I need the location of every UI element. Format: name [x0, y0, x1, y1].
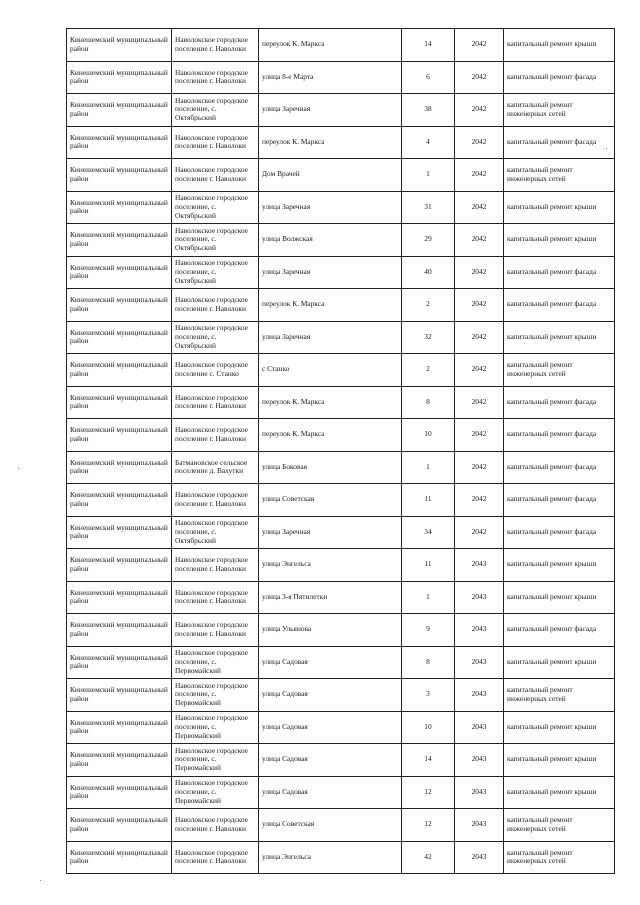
work-type-cell: капитальный ремонт фасада: [504, 419, 615, 452]
street-cell: переулок К. Маркса: [259, 289, 402, 322]
table-row: [67, 29, 615, 62]
house-number-cell: 1: [402, 451, 455, 484]
street-cell: улица Заречная: [259, 94, 402, 127]
house-number-cell: 2: [402, 354, 455, 387]
district-cell: Кинешемский муниципальный район: [67, 744, 172, 777]
work-type-cell: капитальный ремонт крыши: [504, 321, 615, 354]
table-row: [67, 386, 615, 419]
work-type-cell: капитальный ремонт крыши: [504, 776, 615, 809]
district-cell: Кинешемский муниципальный район: [67, 386, 172, 419]
table-row: [67, 484, 615, 517]
house-number-cell: 9: [402, 614, 455, 647]
year-cell: 2043: [455, 776, 504, 809]
house-number-cell: 29: [402, 224, 455, 257]
table-row: [67, 321, 615, 354]
street-cell: переулок К. Маркса: [259, 419, 402, 452]
settlement-cell: Наволокское городское поселение с. Станко: [172, 354, 259, 387]
street-cell: улица Заречная: [259, 321, 402, 354]
year-cell: 2042: [455, 29, 504, 62]
table-row: [67, 841, 615, 874]
district-cell: Кинешемский муниципальный район: [67, 224, 172, 257]
district-cell: Кинешемский муниципальный район: [67, 191, 172, 224]
street-cell: улица Советская: [259, 484, 402, 517]
year-cell: 2042: [455, 256, 504, 289]
settlement-cell: Наволокское городское поселение г. Наволоки: [172, 581, 259, 614]
work-type-cell: капитальный ремонт инженерных сетей: [504, 841, 615, 874]
work-type-cell: капитальный ремонт фасада: [504, 516, 615, 549]
settlement-cell: Наволокское городское поселение г. Наволоки: [172, 484, 259, 517]
settlement-cell: Наволокское городское поселение г. Наволоки: [172, 159, 259, 192]
work-type-cell: капитальный ремонт фасада: [504, 126, 615, 159]
district-cell: Кинешемский муниципальный район: [67, 29, 172, 62]
house-number-cell: 8: [402, 646, 455, 679]
district-cell: Кинешемский муниципальный район: [67, 451, 172, 484]
district-cell: Кинешемский муниципальный район: [67, 614, 172, 647]
settlement-cell: Наволокское городское поселение, с. Первомайский: [172, 776, 259, 809]
house-number-cell: 2: [402, 289, 455, 322]
house-number-cell: 34: [402, 516, 455, 549]
table-row: [67, 126, 615, 159]
table-row: [67, 711, 615, 744]
house-number-cell: 31: [402, 191, 455, 224]
district-cell: Кинешемский муниципальный район: [67, 354, 172, 387]
settlement-cell: Наволокское городское поселение г. Наволоки: [172, 841, 259, 874]
settlement-cell: Наволокское городское поселение, с. Октябрьский: [172, 321, 259, 354]
house-number-cell: 12: [402, 809, 455, 842]
table-row: [67, 289, 615, 322]
year-cell: 2042: [455, 61, 504, 94]
scan-speck: [606, 148, 607, 149]
street-cell: улица Боковая: [259, 451, 402, 484]
house-number-cell: 40: [402, 256, 455, 289]
district-cell: Кинешемский муниципальный район: [67, 711, 172, 744]
house-number-cell: 1: [402, 581, 455, 614]
year-cell: 2043: [455, 679, 504, 712]
district-cell: Кинешемский муниципальный район: [67, 516, 172, 549]
settlement-cell: Наволокское городское поселение, с. Октябрьский: [172, 191, 259, 224]
street-cell: улица Советская: [259, 809, 402, 842]
year-cell: 2043: [455, 646, 504, 679]
settlement-cell: Наволокское городское поселение г. Наволоки: [172, 289, 259, 322]
house-number-cell: 42: [402, 841, 455, 874]
street-cell: улица Энгельса: [259, 549, 402, 582]
street-cell: переулок К. Маркса: [259, 29, 402, 62]
work-type-cell: капитальный ремонт крыши: [504, 581, 615, 614]
work-type-cell: капитальный ремонт фасада: [504, 289, 615, 322]
house-number-cell: 11: [402, 484, 455, 517]
street-cell: улица Садовая: [259, 711, 402, 744]
street-cell: Дом Врачей: [259, 159, 402, 192]
district-cell: Кинешемский муниципальный район: [67, 61, 172, 94]
house-number-cell: 14: [402, 744, 455, 777]
street-cell: улица Волжская: [259, 224, 402, 257]
table-row: [67, 679, 615, 712]
settlement-cell: Наволокское городское поселение г. Наволоки: [172, 29, 259, 62]
table-row: [67, 451, 615, 484]
year-cell: 2043: [455, 614, 504, 647]
work-type-cell: капитальный ремонт крыши: [504, 224, 615, 257]
table-row: [67, 159, 615, 192]
work-type-cell: капитальный ремонт крыши: [504, 191, 615, 224]
settlement-cell: Наволокское городское поселение, с. Первомайский: [172, 744, 259, 777]
work-type-cell: капитальный ремонт инженерных сетей: [504, 94, 615, 127]
year-cell: 2043: [455, 841, 504, 874]
street-cell: с Станко: [259, 354, 402, 387]
year-cell: 2042: [455, 321, 504, 354]
table-row: [67, 809, 615, 842]
district-cell: Кинешемский муниципальный район: [67, 841, 172, 874]
year-cell: 2043: [455, 711, 504, 744]
year-cell: 2042: [455, 354, 504, 387]
work-type-cell: капитальный ремонт фасада: [504, 256, 615, 289]
scan-speck: [18, 468, 19, 469]
settlement-cell: Наволокское городское поселение, с. Первомайский: [172, 711, 259, 744]
year-cell: 2042: [455, 159, 504, 192]
settlement-cell: Наволокское городское поселение г. Наволоки: [172, 614, 259, 647]
year-cell: 2042: [455, 451, 504, 484]
work-type-cell: капитальный ремонт фасада: [504, 451, 615, 484]
street-cell: улица Заречная: [259, 516, 402, 549]
table-row: [67, 744, 615, 777]
work-type-cell: капитальный ремонт инженерных сетей: [504, 159, 615, 192]
year-cell: 2042: [455, 94, 504, 127]
work-type-cell: капитальный ремонт крыши: [504, 549, 615, 582]
district-cell: Кинешемский муниципальный район: [67, 159, 172, 192]
year-cell: 2042: [455, 516, 504, 549]
settlement-cell: Батмановское сельское поселение д. Вахутки: [172, 451, 259, 484]
settlement-cell: Наволокское городское поселение г. Наволоки: [172, 419, 259, 452]
district-cell: Кинешемский муниципальный район: [67, 646, 172, 679]
work-type-cell: капитальный ремонт инженерных сетей: [504, 679, 615, 712]
district-cell: Кинешемский муниципальный район: [67, 94, 172, 127]
district-cell: Кинешемский муниципальный район: [67, 126, 172, 159]
settlement-cell: Наволокское городское поселение г. Наволоки: [172, 386, 259, 419]
district-cell: Кинешемский муниципальный район: [67, 776, 172, 809]
district-cell: Кинешемский муниципальный район: [67, 419, 172, 452]
settlement-cell: Наволокское городское поселение, с. Октябрьский: [172, 224, 259, 257]
year-cell: 2042: [455, 224, 504, 257]
settlement-cell: Наволокское городское поселение г. Наволоки: [172, 809, 259, 842]
work-type-cell: капитальный ремонт инженерных сетей: [504, 354, 615, 387]
house-number-cell: 14: [402, 29, 455, 62]
year-cell: 2042: [455, 126, 504, 159]
year-cell: 2043: [455, 809, 504, 842]
table-row: [67, 94, 615, 127]
house-number-cell: 32: [402, 321, 455, 354]
street-cell: улица Заречная: [259, 256, 402, 289]
street-cell: улица Энгельса: [259, 841, 402, 874]
district-cell: Кинешемский муниципальный район: [67, 581, 172, 614]
house-number-cell: 12: [402, 776, 455, 809]
table-row: [67, 516, 615, 549]
year-cell: 2043: [455, 744, 504, 777]
house-number-cell: 38: [402, 94, 455, 127]
work-type-cell: капитальный ремонт фасада: [504, 61, 615, 94]
table-row: [67, 61, 615, 94]
street-cell: улица Заречная: [259, 191, 402, 224]
district-cell: Кинешемский муниципальный район: [67, 256, 172, 289]
district-cell: Кинешемский муниципальный район: [67, 549, 172, 582]
table-row: [67, 646, 615, 679]
street-cell: улица Садовая: [259, 646, 402, 679]
settlement-cell: Наволокское городское поселение г. Наволоки: [172, 126, 259, 159]
house-number-cell: 11: [402, 549, 455, 582]
table-row: [67, 224, 615, 257]
table-row: [67, 419, 615, 452]
repair-schedule-table: [66, 28, 615, 874]
house-number-cell: 10: [402, 419, 455, 452]
settlement-cell: Наволокское городское поселение, с. Октябрьский: [172, 256, 259, 289]
year-cell: 2042: [455, 484, 504, 517]
work-type-cell: капитальный ремонт крыши: [504, 646, 615, 679]
settlement-cell: Наволокское городское поселение г. Наволоки: [172, 61, 259, 94]
year-cell: 2042: [455, 386, 504, 419]
house-number-cell: 6: [402, 61, 455, 94]
street-cell: улица Садовая: [259, 679, 402, 712]
street-cell: переулок К. Маркса: [259, 126, 402, 159]
settlement-cell: Наволокское городское поселение, с. Октябрьский: [172, 94, 259, 127]
year-cell: 2043: [455, 549, 504, 582]
work-type-cell: капитальный ремонт фасада: [504, 484, 615, 517]
street-cell: улица Ульянова: [259, 614, 402, 647]
work-type-cell: капитальный ремонт фасада: [504, 386, 615, 419]
settlement-cell: Наволокское городское поселение, с. Первомайский: [172, 646, 259, 679]
house-number-cell: 3: [402, 679, 455, 712]
work-type-cell: капитальный ремонт крыши: [504, 29, 615, 62]
street-cell: переулок К. Маркса: [259, 386, 402, 419]
work-type-cell: капитальный ремонт крыши: [504, 711, 615, 744]
house-number-cell: 10: [402, 711, 455, 744]
year-cell: 2042: [455, 289, 504, 322]
work-type-cell: капитальный ремонт фасада: [504, 614, 615, 647]
scan-speck: [40, 880, 41, 881]
district-cell: Кинешемский муниципальный район: [67, 321, 172, 354]
district-cell: Кинешемский муниципальный район: [67, 289, 172, 322]
house-number-cell: 8: [402, 386, 455, 419]
table-row: [67, 549, 615, 582]
settlement-cell: Наволокское городское поселение, с. Октябрьский: [172, 516, 259, 549]
table-body: [67, 29, 615, 874]
table-row: [67, 354, 615, 387]
house-number-cell: 1: [402, 159, 455, 192]
table-row: [67, 581, 615, 614]
house-number-cell: 4: [402, 126, 455, 159]
settlement-cell: Наволокское городское поселение, с. Первомайский: [172, 679, 259, 712]
year-cell: 2042: [455, 419, 504, 452]
district-cell: Кинешемский муниципальный район: [67, 484, 172, 517]
street-cell: улица Садовая: [259, 776, 402, 809]
street-cell: улица 8-е Марта: [259, 61, 402, 94]
table-row: [67, 256, 615, 289]
work-type-cell: капитальный ремонт инженерных сетей: [504, 809, 615, 842]
street-cell: улица 3-я Пятилетки: [259, 581, 402, 614]
district-cell: Кинешемский муниципальный район: [67, 679, 172, 712]
district-cell: Кинешемский муниципальный район: [67, 809, 172, 842]
year-cell: 2043: [455, 581, 504, 614]
street-cell: улица Садовая: [259, 744, 402, 777]
table-row: [67, 776, 615, 809]
settlement-cell: Наволокское городское поселение г. Наволоки: [172, 549, 259, 582]
year-cell: 2042: [455, 191, 504, 224]
work-type-cell: капитальный ремонт крыши: [504, 744, 615, 777]
table-row: [67, 614, 615, 647]
table-row: [67, 191, 615, 224]
